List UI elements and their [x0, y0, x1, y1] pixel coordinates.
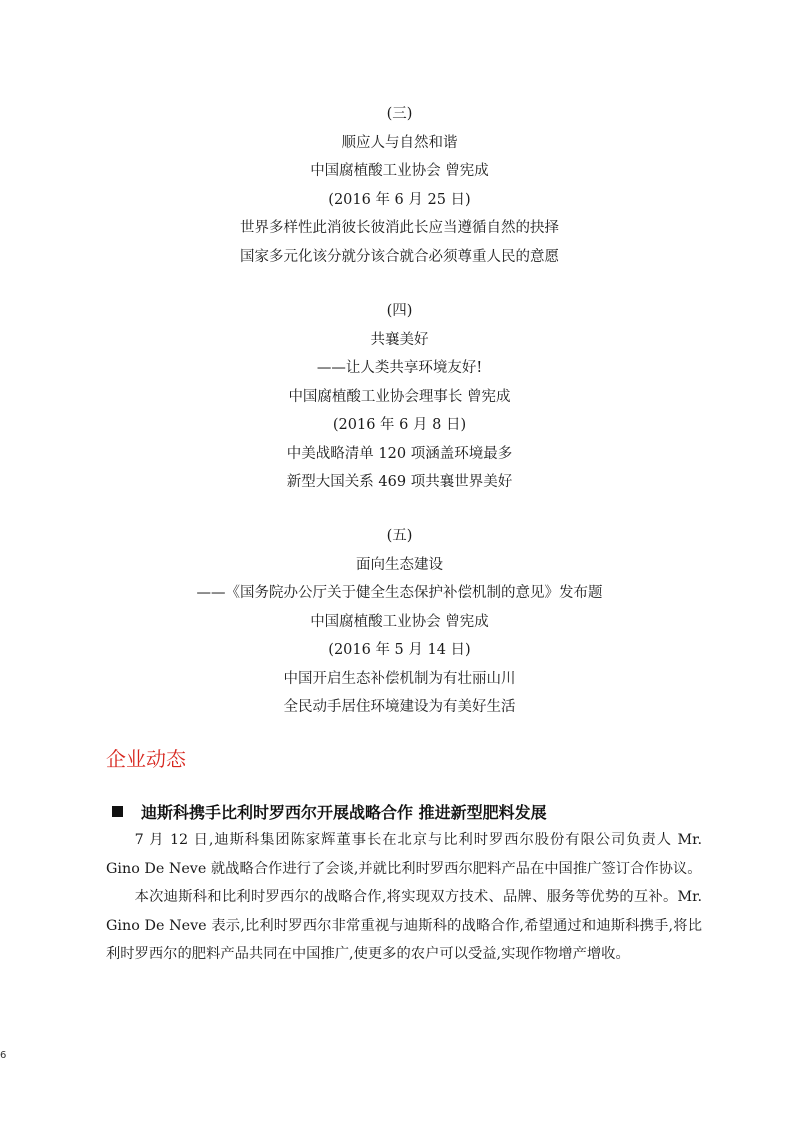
- article-paragraph: 7 月 12 日,迪斯科集团陈家辉董事长在北京与比利时罗西尔股份有限公司负责人 Mr. Gino De Neve 就战略合作进行了会谈,并就比利时罗西尔肥料产品在中国推广签订合作协议。: [106, 832, 702, 877]
- poem-date: (2016 年 6 月 25 日): [328, 191, 471, 208]
- poem-block: [0, 522, 799, 722]
- article-paragraph: 本次迪斯科和比利时罗西尔的战略合作,将实现双方技术、品牌、服务等优势的互补。Mr. Gino De Neve 表示,比利时罗西尔非常重视与迪斯科的战略合作,希望通过和迪斯科携手,将比利时罗西尔的肥料产品共同在中国推广,使更多的农户可以受益,实现作物增产增收。: [106, 889, 702, 963]
- poem-verse: 中美战略清单 120 项涵盖环境最多: [286, 445, 513, 462]
- poem-title: 面向生态建设: [356, 556, 443, 573]
- poem-number: (三): [386, 106, 413, 122]
- poem-author: 中国腐植酸工业协会 曾宪成: [310, 163, 489, 179]
- poem-number: (五): [386, 528, 413, 544]
- poem-date: (2016 年 5 月 14 日): [328, 642, 471, 658]
- poem-date: (2016 年 6 月 8 日): [332, 417, 467, 433]
- page-number: 6: [0, 1050, 7, 1061]
- poem-author: 中国腐植酸工业协会 曾宪成: [310, 613, 489, 630]
- poem-title: 共襄美好: [370, 331, 429, 348]
- poem-block: [0, 100, 799, 271]
- poem-subtitle: ——《国务院办公厅关于健全生态保护补偿机制的意见》发布题: [196, 585, 603, 601]
- black-square-icon: [112, 806, 123, 817]
- poem-verse: 国家多元化该分就分该合就合必须尊重人民的意愿: [240, 248, 559, 265]
- article-title: 迪斯科携手比利时罗西尔开展战略合作 推进新型肥料发展: [141, 802, 547, 822]
- poem-verse: 新型大国关系 469 项共襄世界美好: [286, 474, 513, 490]
- poem-author: 中国腐植酸工业协会理事长 曾宪成: [288, 388, 511, 405]
- poem-verse: 全民动手居住环境建设为有美好生活: [283, 699, 516, 715]
- poem-title: 顺应人与自然和谐: [341, 134, 458, 151]
- poem-verse: 世界多样性此消彼长彼消此长应当遵循自然的抉择: [240, 220, 559, 236]
- poem-block: [0, 297, 799, 497]
- poem-verse: 中国开启生态补偿机制为有壮丽山川: [283, 670, 516, 687]
- poem-number: (四): [386, 303, 413, 319]
- news-article: [106, 796, 702, 969]
- section-heading: 企业动态: [106, 747, 186, 771]
- article-title-row: [106, 796, 702, 826]
- poem-subtitle: ——让人类共享环境友好!: [316, 360, 483, 376]
